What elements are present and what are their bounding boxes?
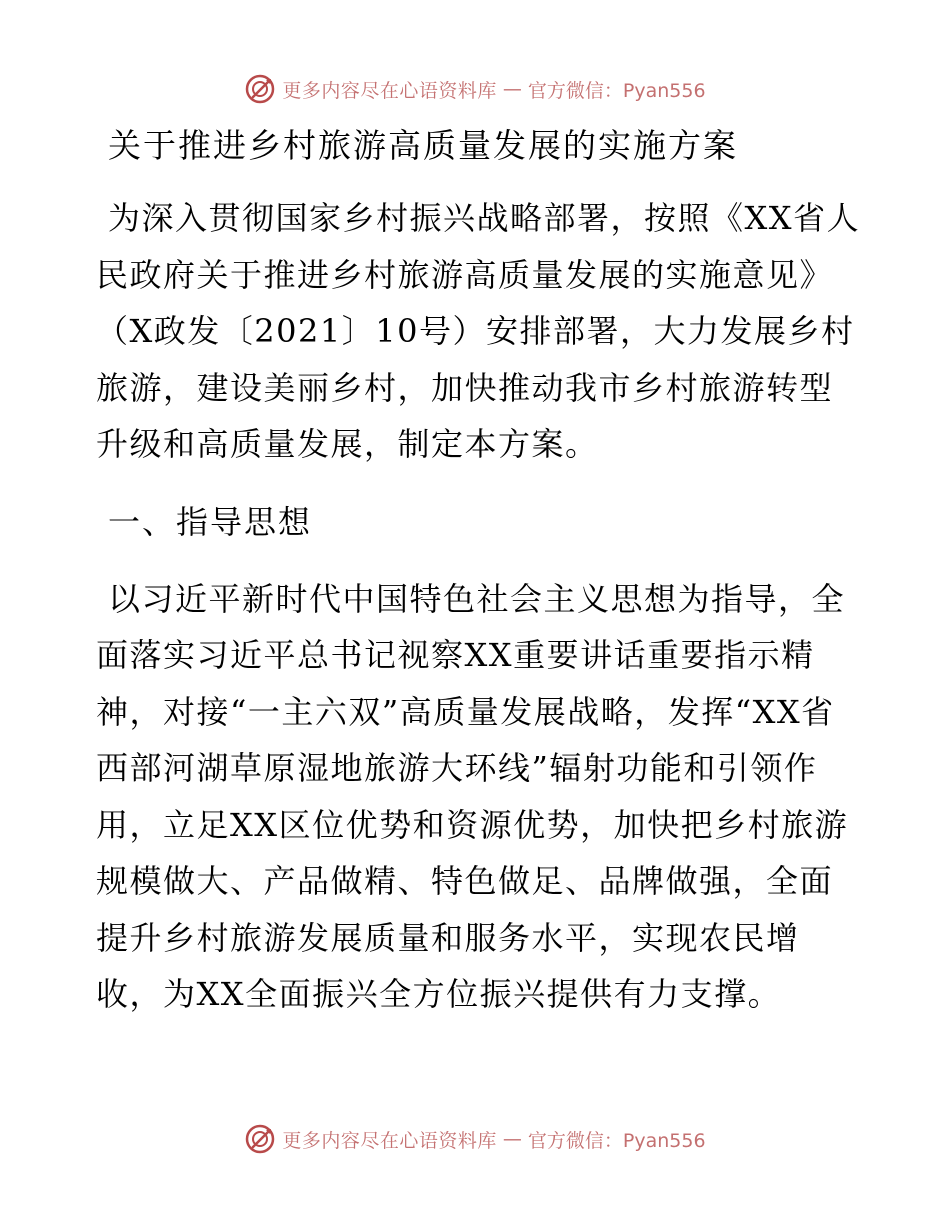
watermark-brand-text: 更多内容尽在心语资料库 [282, 1129, 497, 1152]
document-body [96, 118, 866, 1023]
watermark-separator: — [502, 1128, 522, 1150]
seal-logo-icon [244, 73, 276, 105]
seal-logo-icon [244, 1123, 276, 1155]
document-title: 关于推进乡村旅游高质量发展的实施方案 [108, 126, 738, 165]
watermark-brand-text: 更多内容尽在心语资料库 [282, 79, 497, 102]
section-heading-guiding-ideology: 一、指导思想 [108, 502, 313, 541]
watermark-contact-text: 官方微信：Pyan556 [527, 1129, 706, 1152]
footer-watermark [0, 1121, 950, 1157]
watermark-contact-text: 官方微信：Pyan556 [527, 79, 706, 102]
watermark-separator: — [502, 78, 522, 100]
header-watermark [0, 71, 950, 107]
intro-paragraph: 为深入贯彻国家乡村振兴战略部署，按照《XX省人民政府关于推进乡村旅游高质量发展的实施意见》（X政发〔2021〕10号）安排部署，大力发展乡村旅游，建设美丽乡村，加快推动我市乡村旅游转型升级和高质量发展，制定本方案。 [96, 199, 861, 463]
section-paragraph-guiding-ideology: 以习近平新时代中国特色社会主义思想为指导，全面落实习近平总书记视察XX重要讲话重要指示精神，对接“一主六双”高质量发展战略，发挥“XX省西部河湖草原湿地旅游大环线”辐射功能和引领作用，立足XX区位优势和资源优势，加快把乡村旅游规模做大、产品做精、特色做足、品牌做强，全面提升乡村旅游发展质量和服务水平，实现农民增收，为XX全面振兴全方位振兴提供有力支撑。 [96, 579, 849, 1013]
